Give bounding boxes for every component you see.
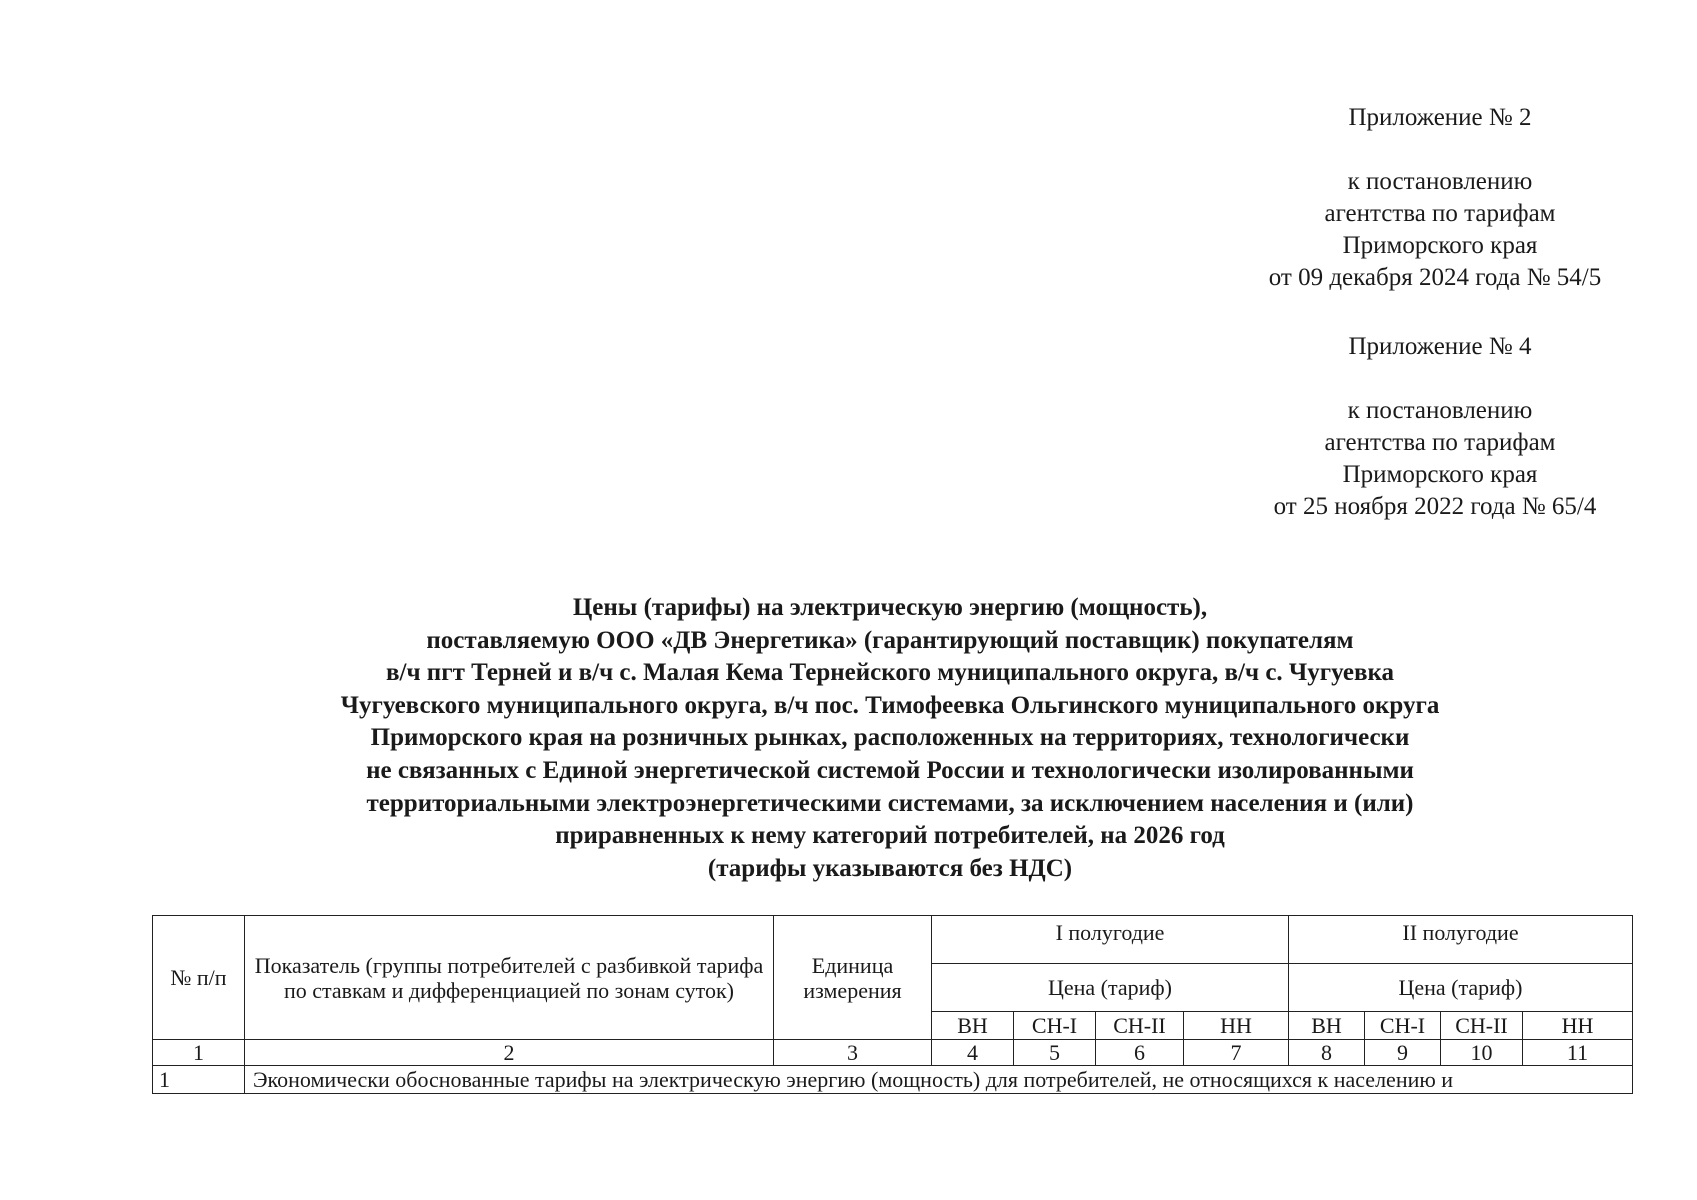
level-sn2: СН-II (1441, 1012, 1523, 1040)
header-price-2: Цена (тариф) (1289, 964, 1633, 1012)
appendix-current-number: Приложение № 2 (1348, 104, 1532, 131)
appendix-original (1200, 331, 1680, 523)
column-number: 1 (153, 1040, 245, 1066)
appendix-original-number: Приложение № 4 (1348, 333, 1532, 360)
appendix-original-line: к постановлению (1347, 397, 1533, 424)
column-number: 4 (932, 1040, 1014, 1066)
header-half-1: I полугодие (932, 916, 1289, 964)
title-line: приравненных к нему категорий потребителей, на 2026 год (555, 822, 1225, 850)
appendix-original-line: агентства по тарифам (1324, 429, 1556, 456)
document-title (150, 592, 1630, 885)
appendix-original-date: от 25 ноября 2022 года № 65/4 (1273, 493, 1597, 520)
title-line: Чугуевского муниципального округа, в/ч пос. Тимофеевка Ольгинского муниципального округа (340, 691, 1440, 719)
level-nn: НН (1184, 1012, 1289, 1040)
header-indicator: Показатель (группы потребителей с разбивкой тарифа по ставкам и дифференциацией по зонам суток) (245, 916, 774, 1040)
column-number: 3 (774, 1040, 932, 1066)
title-line: территориальными электроэнергетическими системами, за исключением населения и (или) (366, 789, 1414, 817)
title-line: поставляемую ООО «ДВ Энергетика» (гарантирующий поставщик) покупателям (426, 626, 1354, 654)
column-number: 2 (245, 1040, 774, 1066)
header-num: № п/п (153, 916, 245, 1040)
header-half-2: II полугодие (1289, 916, 1633, 964)
column-number: 6 (1096, 1040, 1184, 1066)
column-number-row (153, 1040, 1633, 1066)
column-number: 8 (1289, 1040, 1365, 1066)
row-number: 1 (153, 1066, 245, 1094)
column-number: 11 (1523, 1040, 1633, 1066)
appendix-current-line: агентства по тарифам (1324, 200, 1556, 227)
column-number: 5 (1014, 1040, 1096, 1066)
appendix-current-line: Приморского края (1342, 232, 1538, 259)
column-number: 7 (1184, 1040, 1289, 1066)
title-line: Цены (тарифы) на электрическую энергию (мощность), (572, 594, 1208, 621)
level-vn: ВН (932, 1012, 1014, 1040)
appendix-current (1200, 102, 1680, 294)
appendix-current-date: от 09 декабря 2024 года № 54/5 (1268, 264, 1602, 291)
appendix-original-line: Приморского края (1342, 461, 1538, 488)
level-sn1: СН-I (1014, 1012, 1096, 1040)
table-row (153, 1066, 1633, 1094)
title-line: в/ч пгт Терней и в/ч с. Малая Кема Тернейского муниципального округа, в/ч с. Чугуевка (386, 659, 1394, 687)
title-line: Приморского края на розничных рынках, расположенных на территориях, технологически (370, 724, 1410, 752)
column-number: 9 (1365, 1040, 1441, 1066)
level-sn2: СН-II (1096, 1012, 1184, 1040)
level-sn1: СН-I (1365, 1012, 1441, 1040)
title-line: не связанных с Единой энергетической системой России и технологически изолированными (366, 756, 1414, 784)
column-number: 10 (1441, 1040, 1523, 1066)
level-vn: ВН (1289, 1012, 1365, 1040)
appendix-current-line: к постановлению (1347, 168, 1533, 195)
row-section-text: Экономически обоснованные тарифы на электрическую энергию (мощность) для потребителей, не относящихся к населению и (245, 1066, 1633, 1094)
title-line: (тарифы указываются без НДС) (707, 854, 1073, 882)
tariff-table (152, 915, 1633, 1094)
level-nn: НН (1523, 1012, 1633, 1040)
header-unit: Единица измерения (774, 916, 932, 1040)
header-price-1: Цена (тариф) (932, 964, 1289, 1012)
